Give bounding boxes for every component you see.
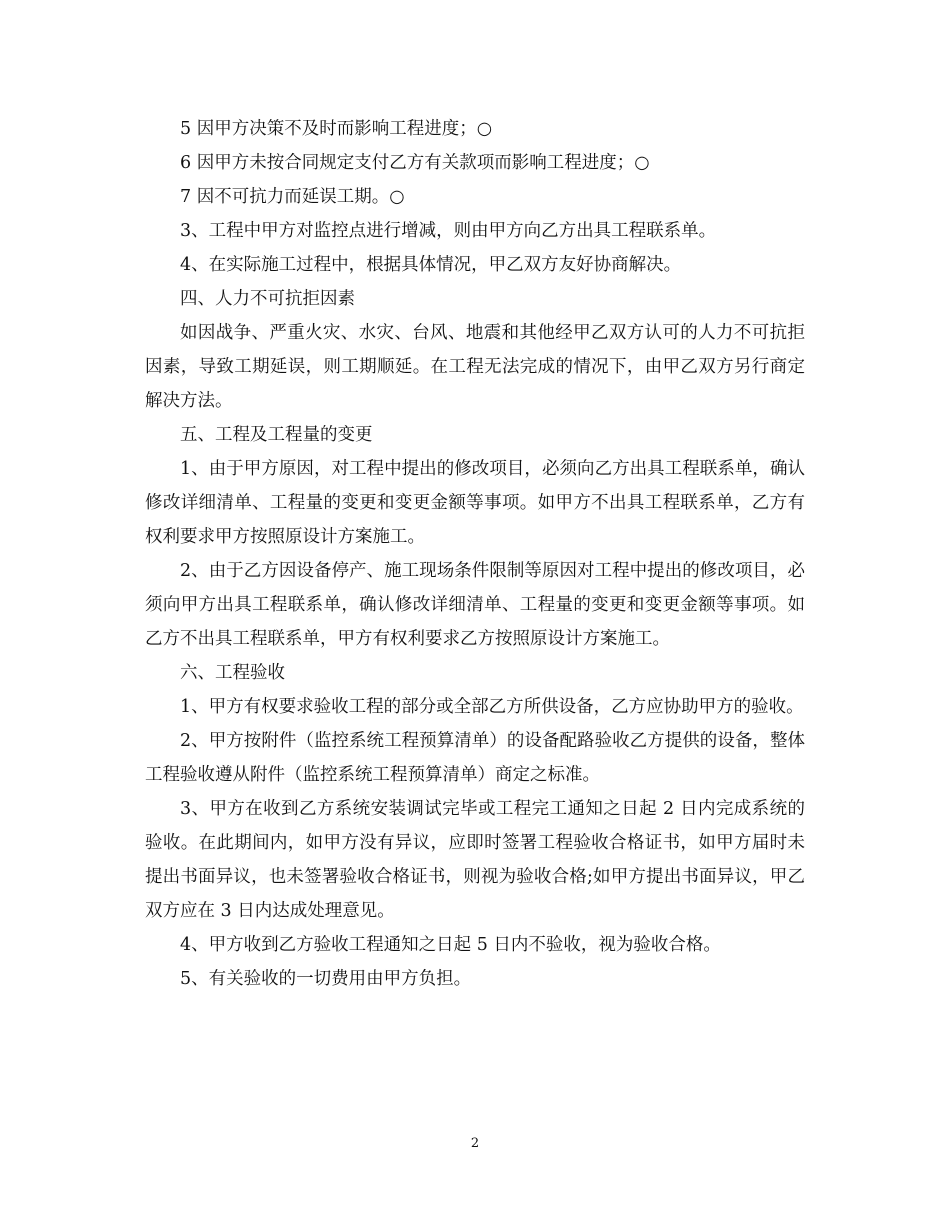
clause: 4、甲方收到乙方验收工程通知之日起 5 日内不验收，视为验收合格。 (180, 935, 721, 955)
paragraph: 如因战争、严重火灾、水灾、台风、地震和其他经甲乙双方认可的人力不可抗拒因素，导致工期延误，则工期顺延。在工程无法完成的情况下，由甲乙双方另行商定解决方法。 (145, 323, 805, 411)
clause: 5、有关验收的一切费用由甲方负担。 (180, 969, 472, 989)
clause: 2、由于乙方因设备停产、施工现场条件限制等原因对工程中提出的修改项目，必须向甲方出具工程联系单，确认修改详细清单、工程量的变更和变更金额等事项。如乙方不出具工程联系单，甲方有权利要求乙方按照原设计方案施工。 (145, 561, 805, 649)
clause: 3、工程中甲方对监控点进行增减，则由甲方向乙方出具工程联系单。 (180, 221, 717, 241)
clause: 3、甲方在收到乙方系统安装调试完毕或工程完工通知之日起 2 日内完成系统的验收。在此期间内，如甲方没有异议，应即时签署工程验收合格证书，如甲方届时未提出书面异议，也未签署验收合格证书，则视为验收合格;如甲方提出书面异议，甲乙双方应在 3 日内达成处理意见。 (145, 799, 805, 921)
section-heading: 六、工程验收 (180, 663, 285, 683)
section-heading: 四、人力不可抗拒因素 (180, 289, 355, 309)
list-item: 6 因甲方未按合同规定支付乙方有关款项而影响工程进度；○ (180, 153, 650, 173)
page-number: 2 (470, 1136, 480, 1151)
section-heading: 五、工程及工程量的变更 (180, 425, 373, 445)
clause: 1、甲方有权要求验收工程的部分或全部乙方所供设备，乙方应协助甲方的验收。 (180, 697, 804, 717)
clause: 2、甲方按附件（监控系统工程预算清单）的设备配路验收乙方提供的设备，整体工程验收遵从附件（监控系统工程预算清单）商定之标准。 (145, 731, 805, 785)
clause: 4、在实际施工过程中，根据具体情况，甲乙双方友好协商解决。 (180, 255, 682, 275)
document-body (145, 112, 805, 996)
clause: 1、由于甲方原因，对工程中提出的修改项目，必须向乙方出具工程联系单，确认修改详细清单、工程量的变更和变更金额等事项。如甲方不出具工程联系单，乙方有权利要求甲方按照原设计方案施工。 (145, 459, 805, 547)
list-item: 5 因甲方决策不及时而影响工程进度；○ (180, 119, 492, 139)
list-item: 7 因不可抗力而延误工期。○ (180, 187, 405, 207)
